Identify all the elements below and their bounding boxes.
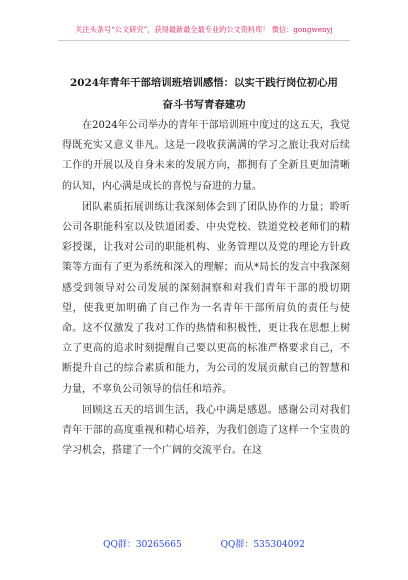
document-title-line-2: 奋斗书写青春建功 <box>162 99 246 111</box>
header-banner: 关注头条号“公文研究”，获得最新最全最专业的公文资料库！ 微信：gongwenyj <box>75 25 333 34</box>
paragraph-1: 在2024年公司举办的青年干部培训班中度过的这五天，我觉得既充实又意义非凡。这是一段收获满满的学习之旅让我对后续工作的开展以及自身未来的发展方向，都拥有了全新且更加清晰的认知，内心满是成长的喜悦与奋进的力量。 <box>62 120 350 192</box>
footer-qq-group-1: QQ群：30265665 <box>103 540 182 550</box>
header-divider <box>58 40 350 41</box>
document-body <box>62 116 350 462</box>
footer-qq-group-2: QQ群：535304092 <box>220 540 305 550</box>
document-title-line-1: 2024年青年干部培训班培训感悟：以实干践行岗位初心用 <box>70 77 338 89</box>
paragraph-3: 回顾这五天的培训生活，我心中满是感恩。感谢公司对我们青年干部的高度重视和精心培养，为我们创造了这样一个宝贵的学习机会，搭建了一个广阔的交流平台。在这 <box>62 404 350 457</box>
footer <box>0 537 408 550</box>
paragraph-2: 团队素质拓展训练让我深刻体会到了团队协作的力量；聆听公司各职能科室以及铁道团委、中央党校、铁道党校老师们的精彩授课，让我对公司的职能机构、业务管理以及党的理论方针政策等方面有了更为系统和深入的理解；而从*局长的发言中我深刻感受到领导对公司发展的深刻洞察和对我们青年干部的殷切期望，使我更加明确了自己作为一名青年干部所肩负的责任与使命。这不仅激发了我对工作的热情和积极性，更让我在思想上树立了更高的追求时刻提醒自己要以更高的标准严格要求自己，不断提升自己的综合素质和能力，为公司的发展贡献自己的智慧和力量，不辜负公司领导的信任和培养。 <box>62 201 350 395</box>
